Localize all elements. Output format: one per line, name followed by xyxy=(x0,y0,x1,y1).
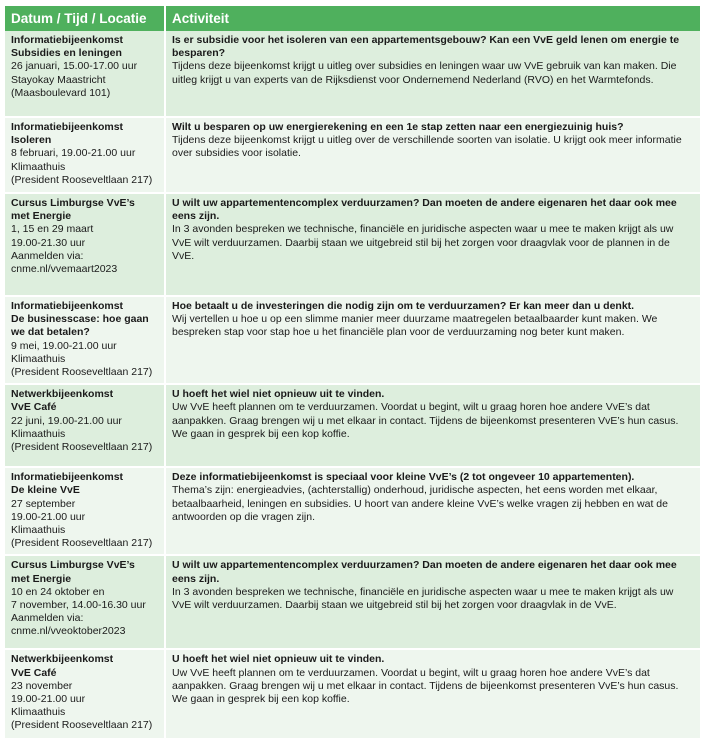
event-detail-line: Klimaathuis xyxy=(11,427,66,440)
table-row xyxy=(5,296,700,384)
activity-table-wrapper xyxy=(5,6,700,740)
activity-description: In 3 avonden bespreken we technische, financiële en juridische aspecten waar u mee te maken krijgt als uw VvE wilt verduurzamen. Daarbij staan we uitgebreid stil bij het zorgen voor draagvlak in de VvE. xyxy=(172,585,674,612)
activity-question: U wilt uw appartementencomplex verduurzamen? Dan moeten de andere eigenaren het daar ook mee eens zijn. xyxy=(172,559,677,585)
event-detail-line: Klimaathuis xyxy=(11,160,66,173)
activity-description: In 3 avonden bespreken we technische, financiële en juridische aspecten waar u mee te maken krijgt als uw VvE wilt verduurzamen. Daarbij staan we uitgebreid stil bij het zorgen voor draagvlak voor de plannen in de VvE. xyxy=(172,223,674,262)
activity-question: Wilt u besparen op uw energierekening en een 1e stap zetten naar een energiezuinig huis? xyxy=(172,121,624,133)
event-detail-line: cnme.nl/vvemaart2023 xyxy=(11,263,118,276)
table-header-row xyxy=(5,6,700,31)
event-info-cell xyxy=(5,467,165,555)
activity-cell xyxy=(165,555,700,649)
activity-description: Uw VvE heeft plannen om te verduurzamen. Voordat u begint, wilt u graag horen hoe andere VvE’s dat aanpakken. Graag brengen wij u met elkaar in contact. Tijdens de bijeenkomst presenteren VvE’s hun casus. We gaan in gesprek bij een kop koffie. xyxy=(172,666,679,706)
event-title-line: De businesscase: hoe gaan xyxy=(11,313,149,326)
activity-question: U hoeft het wiel niet opnieuw uit te vinden. xyxy=(172,653,385,666)
event-info-cell xyxy=(5,296,165,384)
table-row xyxy=(5,384,700,467)
event-detail-line: Klimaathuis xyxy=(11,706,66,719)
activity-table xyxy=(5,6,700,740)
event-title-line: Cursus Limburgse VvE’s xyxy=(11,197,135,209)
event-info-cell xyxy=(5,193,165,296)
event-detail-line: 9 mei, 19.00-21.00 uur xyxy=(11,339,117,352)
activity-description: Tijdens deze bijeenkomst krijgt u uitleg over de verschillende soorten van isolatie. U krijgt ook meer informatie over subsidies voor isolatie. xyxy=(172,134,682,160)
event-title-line: Netwerkbijeenkomst xyxy=(11,388,114,401)
header-date-time-location: Datum / Tijd / Locatie xyxy=(5,6,165,31)
table-row xyxy=(5,555,700,649)
activity-question: U hoeft het wiel niet opnieuw uit te vinden. xyxy=(172,388,385,401)
event-title-line: met Energie xyxy=(11,210,72,223)
event-info-cell xyxy=(5,384,165,467)
activity-question: Is er subsidie voor het isoleren van een appartementsgebouw? Kan een VvE geld lenen om energie te besparen? xyxy=(172,34,680,60)
event-detail-line: 19.00-21.30 uur xyxy=(11,236,86,249)
event-detail-line: Klimaathuis xyxy=(11,352,66,365)
event-detail-line: 23 november xyxy=(11,679,73,692)
event-title-line: Subsidies en leningen xyxy=(11,47,122,60)
event-detail-line: Stayokay Maastricht xyxy=(11,73,106,86)
activity-cell xyxy=(165,384,700,467)
event-info-cell xyxy=(5,555,165,649)
activity-cell xyxy=(165,31,700,117)
table-row xyxy=(5,193,700,296)
activity-cell xyxy=(165,193,700,296)
event-title-line: VvE Café xyxy=(11,666,57,679)
activity-description: Wij vertellen u hoe u op een slimme manier meer duurzame maatregelen betaalbaarder kunt maken. We bespreken stap voor stap hoe u het financiële plan voor de verduurzaming nog beter kunt maken. xyxy=(172,313,658,339)
table-body xyxy=(5,31,700,739)
event-detail-line: cnme.nl/vveoktober2023 xyxy=(11,625,126,638)
activity-question: Hoe betaalt u de investeringen die nodig zijn om te verduurzamen? Er kan meer dan u denkt. xyxy=(172,300,635,312)
event-detail-line: (President Rooseveltlaan 217) xyxy=(11,366,153,379)
event-detail-line: 8 februari, 19.00-21.00 uur xyxy=(11,147,136,160)
event-detail-line: (President Rooseveltlaan 217) xyxy=(11,537,153,550)
event-title-line: met Energie xyxy=(11,572,72,585)
event-title-line: Informatiebijeenkomst xyxy=(11,34,124,46)
event-title-line: Informatiebijeenkomst xyxy=(11,300,124,312)
table-row xyxy=(5,31,700,117)
activity-cell xyxy=(165,296,700,384)
event-title-line: Informatiebijeenkomst xyxy=(11,121,124,133)
activity-description: Tijdens deze bijeenkomst krijgt u uitleg over subsidies en leningen waar uw VvE gebruik van kan maken. Die uitleg krijgt u van experts van de Rijksdienst voor Ondernemend Nederland (RVO) en het Warmtefonds. xyxy=(172,60,677,86)
table-row xyxy=(5,117,700,193)
event-detail-line: 10 en 24 oktober en xyxy=(11,585,105,598)
event-title-line: Informatiebijeenkomst xyxy=(11,471,124,484)
event-detail-line: 26 januari, 15.00-17.00 uur xyxy=(11,60,138,73)
event-detail-line: (President Rooseveltlaan 217) xyxy=(11,719,153,732)
event-detail-line: 27 september xyxy=(11,497,76,510)
event-detail-line: (President Rooseveltlaan 217) xyxy=(11,173,153,186)
event-detail-line: 22 juni, 19.00-21.00 uur xyxy=(11,414,122,427)
event-title-line: De kleine VvE xyxy=(11,484,80,497)
event-title-line: VvE Café xyxy=(11,401,57,414)
table-row xyxy=(5,467,700,555)
event-title-line: Cursus Limburgse VvE’s xyxy=(11,559,135,572)
activity-question: Deze informatiebijeenkomst is speciaal voor kleine VvE’s (2 tot ongeveer 10 appartementen). xyxy=(172,471,635,484)
event-title-line: we dat betalen? xyxy=(11,326,90,339)
event-title-line: Netwerkbijeenkomst xyxy=(11,653,114,666)
event-detail-line: (President Rooseveltlaan 217) xyxy=(11,441,153,454)
event-title-line: Isoleren xyxy=(11,134,52,147)
activity-cell xyxy=(165,117,700,193)
event-detail-line: Aanmelden via: xyxy=(11,612,84,625)
event-detail-line: 7 november, 14.00-16.30 uur xyxy=(11,599,146,612)
event-detail-line: (Maasboulevard 101) xyxy=(11,86,111,99)
activity-question: U wilt uw appartementencomplex verduurzamen? Dan moeten de andere eigenaren het daar ook mee eens zijn. xyxy=(172,197,677,223)
event-detail-line: Klimaathuis xyxy=(11,524,66,537)
event-info-cell xyxy=(5,117,165,193)
event-detail-line: 19.00-21.00 uur xyxy=(11,693,86,706)
activity-cell xyxy=(165,467,700,555)
event-info-cell xyxy=(5,31,165,117)
event-detail-line: 1, 15 en 29 maart xyxy=(11,223,94,236)
event-detail-line: 19.00-21.00 uur xyxy=(11,510,86,523)
activity-description: Uw VvE heeft plannen om te verduurzamen. Voordat u begint, wilt u graag horen hoe andere VvE’s dat aanpakken. Graag brengen wij u met elkaar in contact. Tijdens de bijeenkomst presenteren VvE’s hun casus. We gaan in gesprek bij een kop koffie. xyxy=(172,401,679,440)
activity-description: Thema’s zijn: energieadvies, (achterstallig) onderhoud, juridische aspecten, het eens worden met elkaar, betaalbaarheid, leningen en subsidies. U hoort van andere kleine VvE’s welke vragen zij hebben en wat de antwoorden op die vragen zijn. xyxy=(172,484,668,523)
header-activity: Activiteit xyxy=(165,6,700,31)
event-detail-line: Aanmelden via: xyxy=(11,249,84,262)
